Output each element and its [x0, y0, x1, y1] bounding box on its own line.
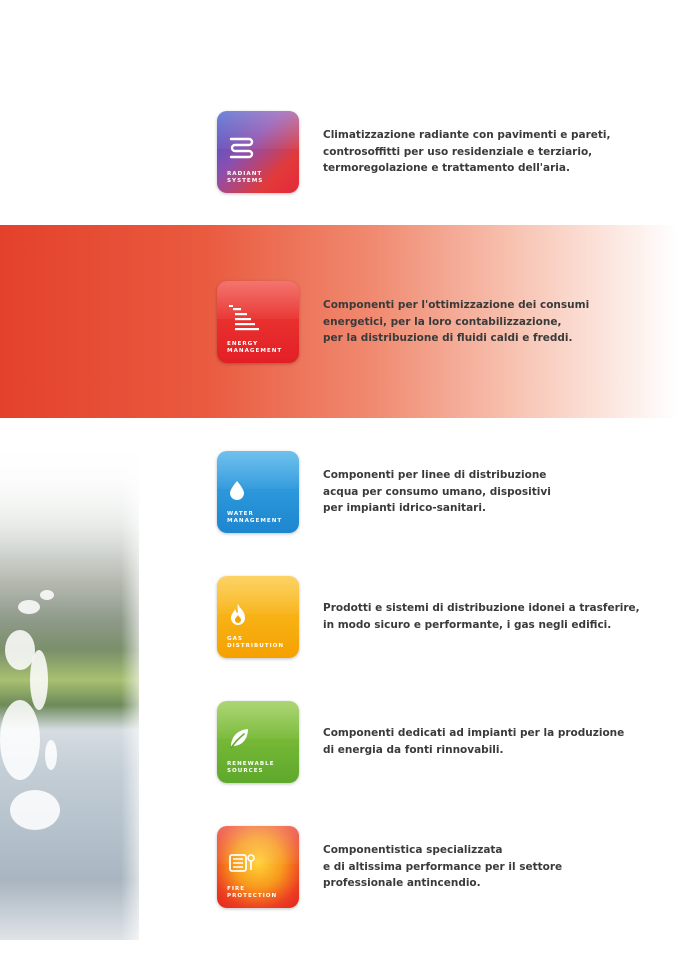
description-line: di energia da fonti rinnovabili.	[323, 743, 504, 756]
tile-label-line: FIRE	[227, 886, 246, 892]
tile-label	[227, 171, 263, 185]
product-row-energy	[217, 281, 657, 363]
tile-water-management[interactable]	[217, 451, 299, 533]
description-line: acqua per consumo umano, dispositivi	[323, 485, 551, 498]
tile-gas-distribution[interactable]	[217, 576, 299, 658]
water-drop-icon	[227, 475, 247, 501]
tile-label	[227, 511, 282, 525]
tile-label	[227, 636, 284, 650]
splash-drop	[45, 740, 57, 770]
description-line: termoregolazione e trattamento dell'aria.	[323, 162, 570, 174]
description-line: Componenti per l'ottimizzazione dei consumi	[323, 299, 590, 311]
tile-label-line: GAS	[227, 636, 243, 642]
tile-label-line: WATER	[227, 511, 254, 517]
flame-icon	[227, 600, 249, 628]
water-splash-photo	[0, 440, 139, 940]
tile-label-line: ENERGY	[227, 341, 259, 347]
tile-label-line: RADIANT	[227, 171, 263, 177]
description-line: Componenti per linee di distribuzione	[323, 469, 547, 481]
splash-drop	[0, 700, 40, 780]
fire-hose-icon	[227, 850, 257, 876]
tile-energy-management[interactable]	[217, 281, 299, 363]
tile-radiant-systems[interactable]	[217, 111, 299, 193]
product-description	[323, 600, 653, 633]
description-line: Componenti dedicati ad impianti per la produzione	[323, 727, 625, 739]
tile-renewable-sources[interactable]	[217, 701, 299, 783]
description-line: Climatizzazione radiante con pavimenti e pareti,	[323, 129, 611, 141]
photo-mist	[0, 440, 139, 560]
tile-label	[227, 341, 282, 355]
product-description	[323, 467, 653, 517]
description-line: Componentistica specializzata	[323, 844, 503, 856]
leaf-icon	[227, 725, 251, 751]
description-line: per la distribuzione di fluidi caldi e freddi.	[323, 332, 573, 344]
tile-label-line: MANAGEMENT	[227, 518, 283, 524]
product-description	[323, 297, 653, 347]
tile-label-line: DISTRIBUTION	[227, 643, 285, 649]
product-row-renewable	[217, 701, 657, 783]
energy-bars-icon	[227, 305, 259, 333]
tile-label-line: PROTECTION	[227, 893, 278, 899]
product-description	[323, 725, 653, 758]
splash-drop	[10, 790, 60, 830]
description-line: per impianti idrico-sanitari.	[323, 502, 486, 514]
tile-label	[227, 761, 275, 775]
tile-label	[227, 886, 277, 900]
radiant-coil-icon	[227, 135, 257, 161]
description-line: Prodotti e sistemi di distribuzione idonei a trasferire,	[323, 602, 640, 614]
tile-label-line: SOURCES	[227, 768, 264, 774]
splash-drop	[18, 600, 40, 614]
description-line: energetici, per la loro contabilizzazione,	[323, 315, 562, 328]
description-line: in modo sicuro e performante, i gas negli edifici.	[323, 618, 612, 631]
product-row-water	[217, 451, 657, 533]
photo-fade	[121, 440, 139, 940]
splash-drop	[30, 650, 48, 710]
tile-fire-protection[interactable]	[217, 826, 299, 908]
product-description	[323, 127, 653, 177]
tile-label-line: RENEWABLE	[227, 761, 275, 767]
splash-drop	[40, 590, 54, 600]
description-line: e di altissima performance per il settore	[323, 860, 563, 873]
product-row-fire	[217, 826, 657, 908]
tile-label-line: SYSTEMS	[227, 178, 264, 184]
product-description	[323, 842, 653, 892]
product-row-gas	[217, 576, 657, 658]
description-line: controsoffitti per uso residenziale e terziario,	[323, 145, 593, 158]
tile-label-line: MANAGEMENT	[227, 348, 283, 354]
description-line: professionale antincendio.	[323, 877, 481, 889]
product-row-radiant	[217, 111, 657, 193]
